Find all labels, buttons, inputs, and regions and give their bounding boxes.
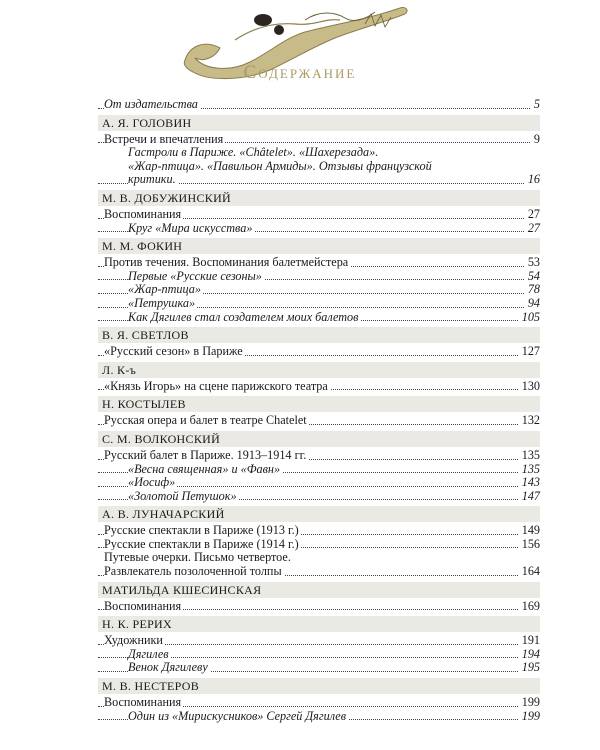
entry-page: 130 bbox=[519, 380, 540, 394]
entry-title: Развлекатель позолоченной толпы bbox=[104, 564, 282, 579]
entry-page: 16 bbox=[525, 173, 540, 187]
toc-entry bbox=[98, 634, 540, 648]
section-author: МАТИЛЬДА КШЕСИНСКАЯ bbox=[98, 582, 540, 598]
section-author: Н. К. РЕРИХ bbox=[98, 616, 540, 632]
entry-page: 53 bbox=[525, 256, 540, 270]
entry-page: 149 bbox=[519, 524, 540, 538]
entry-page: 191 bbox=[519, 634, 540, 648]
toc-entry bbox=[98, 380, 540, 394]
toc-entry bbox=[98, 710, 540, 724]
toc-entry bbox=[98, 297, 540, 311]
entry-page: 127 bbox=[519, 345, 540, 359]
entry-page: 54 bbox=[525, 270, 540, 284]
entry-page: 9 bbox=[531, 133, 540, 147]
header bbox=[0, 0, 600, 92]
entry-page: 199 bbox=[519, 696, 540, 710]
toc-entry bbox=[98, 600, 540, 614]
table-of-contents bbox=[98, 98, 540, 723]
entry-page: 195 bbox=[519, 661, 540, 675]
entry-title: От издательства bbox=[104, 97, 198, 111]
entry-page: 27 bbox=[525, 208, 540, 222]
entry-page: 199 bbox=[519, 710, 540, 724]
entry-page: 132 bbox=[519, 414, 540, 428]
toc-entry bbox=[98, 173, 540, 187]
entry-title: Воспоминания bbox=[104, 695, 182, 710]
entry-title: «Петрушка» bbox=[128, 295, 196, 310]
entry-title: «Иосиф» bbox=[128, 475, 176, 490]
entry-title: Против течения. Воспоминания балетмейстера bbox=[104, 255, 349, 270]
page-title: Содержание bbox=[243, 62, 357, 83]
toc-entry bbox=[98, 476, 540, 490]
toc-entry bbox=[98, 524, 540, 538]
entry-title: Гастроли в Париже. «Châtelet». «Шахерезада». bbox=[128, 145, 379, 160]
toc-entry bbox=[98, 311, 540, 325]
toc-entry bbox=[98, 208, 540, 222]
toc-entry-intro bbox=[98, 98, 540, 112]
entry-title: Круг «Мира искусства» bbox=[128, 220, 253, 235]
toc-entry bbox=[98, 661, 540, 675]
entry-title: Русский балет в Париже. 1913–1914 гг. bbox=[104, 447, 307, 462]
entry-title: Венок Дягилеву bbox=[128, 660, 208, 675]
entry-title: Первые «Русские сезоны» bbox=[128, 268, 262, 283]
toc-entry bbox=[98, 283, 540, 297]
entry-title: Один из «Мирискусников» Сергей Дягилев bbox=[128, 708, 347, 723]
entry-title: Русские спектакли в Париже (1913 г.) bbox=[104, 523, 299, 538]
entry-page: 135 bbox=[519, 463, 540, 477]
entry-page: 135 bbox=[519, 449, 540, 463]
entry-page: 5 bbox=[531, 98, 540, 112]
entry-title: «Весна священная» и «Фавн» bbox=[128, 461, 281, 476]
toc-entry bbox=[98, 490, 540, 504]
toc-entry bbox=[98, 256, 540, 270]
entry-page: 164 bbox=[519, 565, 540, 579]
toc-entry bbox=[98, 414, 540, 428]
entry-page: 169 bbox=[519, 600, 540, 614]
entry-title: Русские спектакли в Париже (1914 г.) bbox=[104, 536, 299, 551]
entry-title: «Золотой Петушок» bbox=[128, 488, 237, 503]
entry-title: Встречи и впечатления bbox=[104, 131, 224, 146]
toc-entry bbox=[98, 345, 540, 359]
section-author: С. М. ВОЛКОНСКИЙ bbox=[98, 431, 540, 447]
toc-entry bbox=[98, 222, 540, 236]
toc-entry bbox=[98, 696, 540, 710]
entry-title: «Князь Игорь» на сцене парижского театра bbox=[104, 378, 328, 393]
entry-title: Воспоминания bbox=[104, 598, 182, 613]
entry-title: критики. bbox=[128, 172, 176, 187]
entry-page: 105 bbox=[519, 311, 540, 325]
entry-page: 147 bbox=[519, 490, 540, 504]
entry-title: Путевые очерки. Письмо четвертое. bbox=[104, 550, 291, 565]
section-author: А. В. ЛУНАЧАРСКИЙ bbox=[98, 506, 540, 522]
section-author: Н. КОСТЫЛЕВ bbox=[98, 396, 540, 412]
section-author: М. М. ФОКИН bbox=[98, 238, 540, 254]
entry-title: «Жар-птица». «Павильон Армиды». Отзывы французской bbox=[128, 158, 432, 173]
entry-page: 94 bbox=[525, 297, 540, 311]
entry-page: 27 bbox=[525, 222, 540, 236]
entry-page: 194 bbox=[519, 648, 540, 662]
section-author: М. В. НЕСТЕРОВ bbox=[98, 678, 540, 694]
section-author: В. Я. СВЕТЛОВ bbox=[98, 327, 540, 343]
entry-title: Русская опера и балет в театре Chatelet bbox=[104, 413, 307, 428]
entry-page: 78 bbox=[525, 283, 540, 297]
entry-page: 156 bbox=[519, 538, 540, 552]
entry-title: Художники bbox=[104, 633, 163, 648]
toc-entry bbox=[98, 449, 540, 463]
toc-entry-line bbox=[98, 146, 540, 160]
section-author: А. Я. ГОЛОВИН bbox=[98, 115, 540, 131]
entry-title: Как Дягилев стал создателем моих балетов bbox=[128, 309, 359, 324]
toc-entry bbox=[98, 565, 540, 579]
entry-title: Воспоминания bbox=[104, 206, 182, 221]
section-author: Л. К-ъ bbox=[98, 362, 540, 378]
entry-title: Дягилев bbox=[128, 646, 169, 661]
section-author: М. В. ДОБУЖИНСКИЙ bbox=[98, 190, 540, 206]
entry-title: «Жар-птица» bbox=[128, 282, 201, 297]
entry-page: 143 bbox=[519, 476, 540, 490]
entry-title: «Русский сезон» в Париже bbox=[104, 344, 243, 359]
